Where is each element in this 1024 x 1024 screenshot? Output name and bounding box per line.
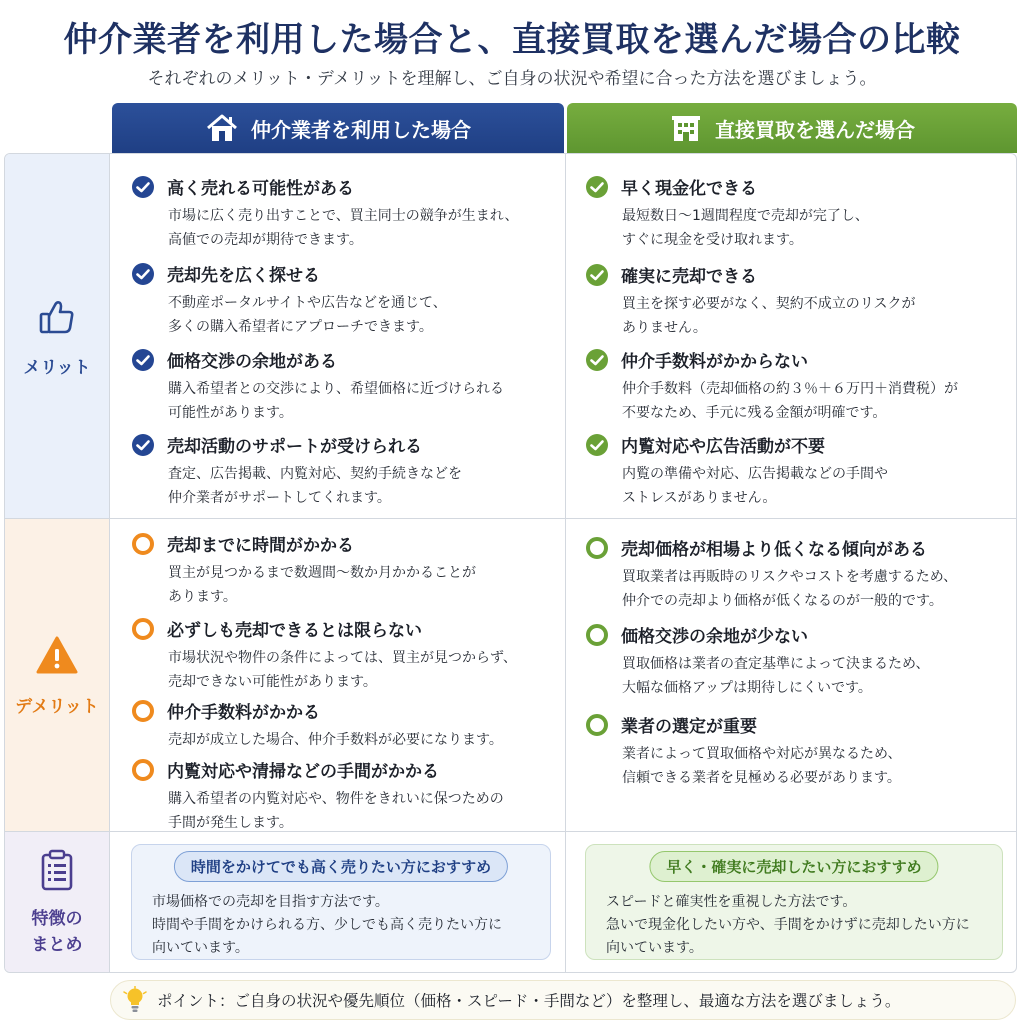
demerit-desc: 買取価格は業者の査定基準によって決まるため、 [622, 656, 930, 672]
merit-desc: 仲介手数料（売却価格の約３％＋６万円＋消費税）が [622, 381, 958, 397]
row-header-merit [5, 154, 110, 518]
demerit-title: 売却までに時間がかかる [167, 536, 354, 556]
recommend-badge: 早く・確実に売却したい方におすすめ [649, 851, 938, 882]
row-header-merit-label: メリット [23, 357, 91, 378]
demerit-title: 内覧対応や清掃などの手間がかかる [167, 762, 439, 782]
demerit-desc: 購入希望者の内覧対応や、物件をきれいに保つための [168, 791, 504, 807]
circle-outline-icon [131, 617, 155, 641]
column-divider [565, 154, 566, 973]
merit-title: 確実に売却できる [621, 267, 757, 287]
check-circle-icon [131, 348, 155, 372]
summary-text: スピードと確実性を重視した方法です。 [606, 894, 857, 910]
building-icon [669, 111, 703, 145]
row-header-demerit-label: デメリット [15, 696, 99, 717]
house-icon [205, 111, 239, 145]
lightbulb-icon [123, 986, 147, 1014]
summary-text: 市場価格での売却を目指す方法です。 [152, 894, 389, 910]
merit-item [131, 432, 462, 510]
column-header-direct-label: 直接買取を選んだ場合 [715, 117, 915, 142]
merit-desc: 可能性があります。 [168, 405, 293, 421]
summary-box-direct [585, 844, 1003, 960]
circle-outline-icon [585, 623, 609, 647]
merit-item [585, 262, 915, 340]
merit-desc: ありません。 [622, 320, 707, 336]
summary-box-broker [131, 844, 551, 960]
merit-item [131, 261, 447, 339]
check-circle-icon [131, 433, 155, 457]
row-divider [110, 518, 1016, 519]
check-circle-icon [131, 262, 155, 286]
demerit-title: 仲介手数料がかかる [167, 703, 320, 723]
circle-outline-icon [131, 532, 155, 556]
demerit-item [585, 622, 929, 700]
clipboard-icon [35, 848, 79, 892]
column-header-direct [567, 103, 1017, 153]
demerit-desc: 業者によって買取価格や対応が異なるため、 [622, 746, 902, 762]
demerit-desc: 大幅な価格アップは期待しにくいです。 [622, 680, 872, 696]
merit-title: 内覧対応や広告活動が不要 [621, 437, 825, 457]
demerit-item [585, 712, 901, 790]
merit-desc: ストレスがありません。 [622, 490, 777, 506]
recommend-badge: 時間をかけてでも高く売りたい方におすすめ [174, 851, 508, 882]
demerit-desc: 信頼できる業者を見極める必要があります。 [622, 770, 901, 786]
demerit-item [131, 531, 476, 609]
row-header-demerit [5, 518, 110, 831]
merit-desc: 買主を探す必要がなく、契約不成立のリスクが [622, 296, 916, 312]
demerit-desc: 売却できない可能性があります。 [168, 674, 377, 690]
page-subtitle: それぞれのメリット・デメリットを理解し、ご自身の状況や希望に合った方法を選びましょう。 [147, 69, 877, 89]
page-title: 仲介業者を利用した場合と、直接買取を選んだ場合の比較 [63, 20, 961, 60]
demerit-desc: あります。 [168, 589, 237, 605]
demerit-item [131, 616, 517, 694]
merit-desc: 内覧の準備や対応、広告掲載などの手間や [622, 466, 888, 482]
demerit-title: 必ずしも売却できるとは限らない [167, 621, 422, 641]
row-header-summary-label: 特徴の まとめ [31, 909, 83, 955]
point-text: ポイント：ご自身の状況や優先順位（価格・スピード・手間など）を整理し、最適な方法を選びましょう。 [157, 992, 901, 1010]
circle-outline-icon [585, 713, 609, 737]
check-circle-icon [131, 175, 155, 199]
comparison-table [4, 153, 1017, 973]
demerit-desc: 市場状況や物件の条件によっては、買主が見つからず、 [168, 650, 517, 666]
summary-text: 向いています。 [152, 940, 249, 956]
merit-title: 高く売れる可能性がある [167, 179, 354, 199]
merit-desc: 不要なため、手元に残る金額が明確です。 [622, 405, 887, 421]
merit-desc: 多くの購入希望者にアプローチできます。 [168, 319, 433, 335]
merit-desc: 最短数日〜1週間程度で売却が完了し、 [622, 208, 869, 224]
merit-desc: 不動産ポータルサイトや広告などを通じて、 [168, 295, 447, 311]
circle-outline-icon [131, 758, 155, 782]
warning-icon [35, 634, 79, 678]
column-header-broker-label: 仲介業者を利用した場合 [251, 117, 471, 142]
row-header-summary [5, 831, 110, 973]
thumbs-up-icon [35, 295, 79, 339]
merit-item [585, 347, 958, 425]
merit-desc: 査定、広告掲載、内覧対応、契約手続きなどを [168, 466, 462, 482]
demerit-item [131, 698, 503, 752]
demerit-item [131, 757, 504, 835]
merit-desc: 購入希望者との交渉により、希望価格に近づけられる [168, 381, 504, 397]
summary-text: 向いています。 [606, 940, 703, 956]
demerit-title: 売却価格が相場より低くなる傾向がある [621, 540, 927, 560]
check-circle-icon [585, 348, 609, 372]
merit-title: 仲介手数料がかからない [621, 352, 808, 372]
column-header-broker [112, 103, 564, 153]
merit-title: 価格交渉の余地がある [167, 352, 337, 372]
check-circle-icon [585, 263, 609, 287]
summary-text: 急いで現金化したい方や、手間をかけずに売却したい方に [606, 917, 970, 933]
check-circle-icon [585, 175, 609, 199]
merit-item [585, 432, 888, 510]
merit-item [585, 174, 869, 252]
demerit-title: 業者の選定が重要 [621, 717, 757, 737]
demerit-desc: 買取業者は再販時のリスクやコストを考慮するため、 [622, 569, 958, 585]
demerit-desc: 手間が発生します。 [168, 815, 293, 831]
point-banner [110, 980, 1016, 1020]
demerit-desc: 売却が成立した場合、仲介手数料が必要になります。 [168, 732, 503, 748]
circle-outline-icon [585, 536, 609, 560]
demerit-desc: 買主が見つかるまで数週間〜数か月かかることが [168, 565, 476, 581]
merit-desc: 仲介業者がサポートしてくれます。 [168, 490, 391, 506]
merit-desc: すぐに現金を受け取れます。 [622, 232, 803, 248]
merit-item [131, 174, 519, 252]
summary-text: 時間や手間をかけられる方、少しでも高く売りたい方に [152, 917, 502, 933]
merit-desc: 高値での売却が期待できます。 [168, 232, 363, 248]
demerit-desc: 仲介での売却より価格が低くなるのが一般的です。 [622, 593, 943, 609]
demerit-item [585, 535, 957, 613]
merit-title: 売却先を広く探せる [167, 266, 320, 286]
merit-title: 早く現金化できる [621, 179, 757, 199]
merit-title: 売却活動のサポートが受けられる [167, 437, 422, 457]
circle-outline-icon [131, 699, 155, 723]
check-circle-icon [585, 433, 609, 457]
merit-desc: 市場に広く売り出すことで、買主同士の競争が生まれ、 [168, 208, 519, 224]
demerit-title: 価格交渉の余地が少ない [621, 627, 808, 647]
merit-item [131, 347, 504, 425]
